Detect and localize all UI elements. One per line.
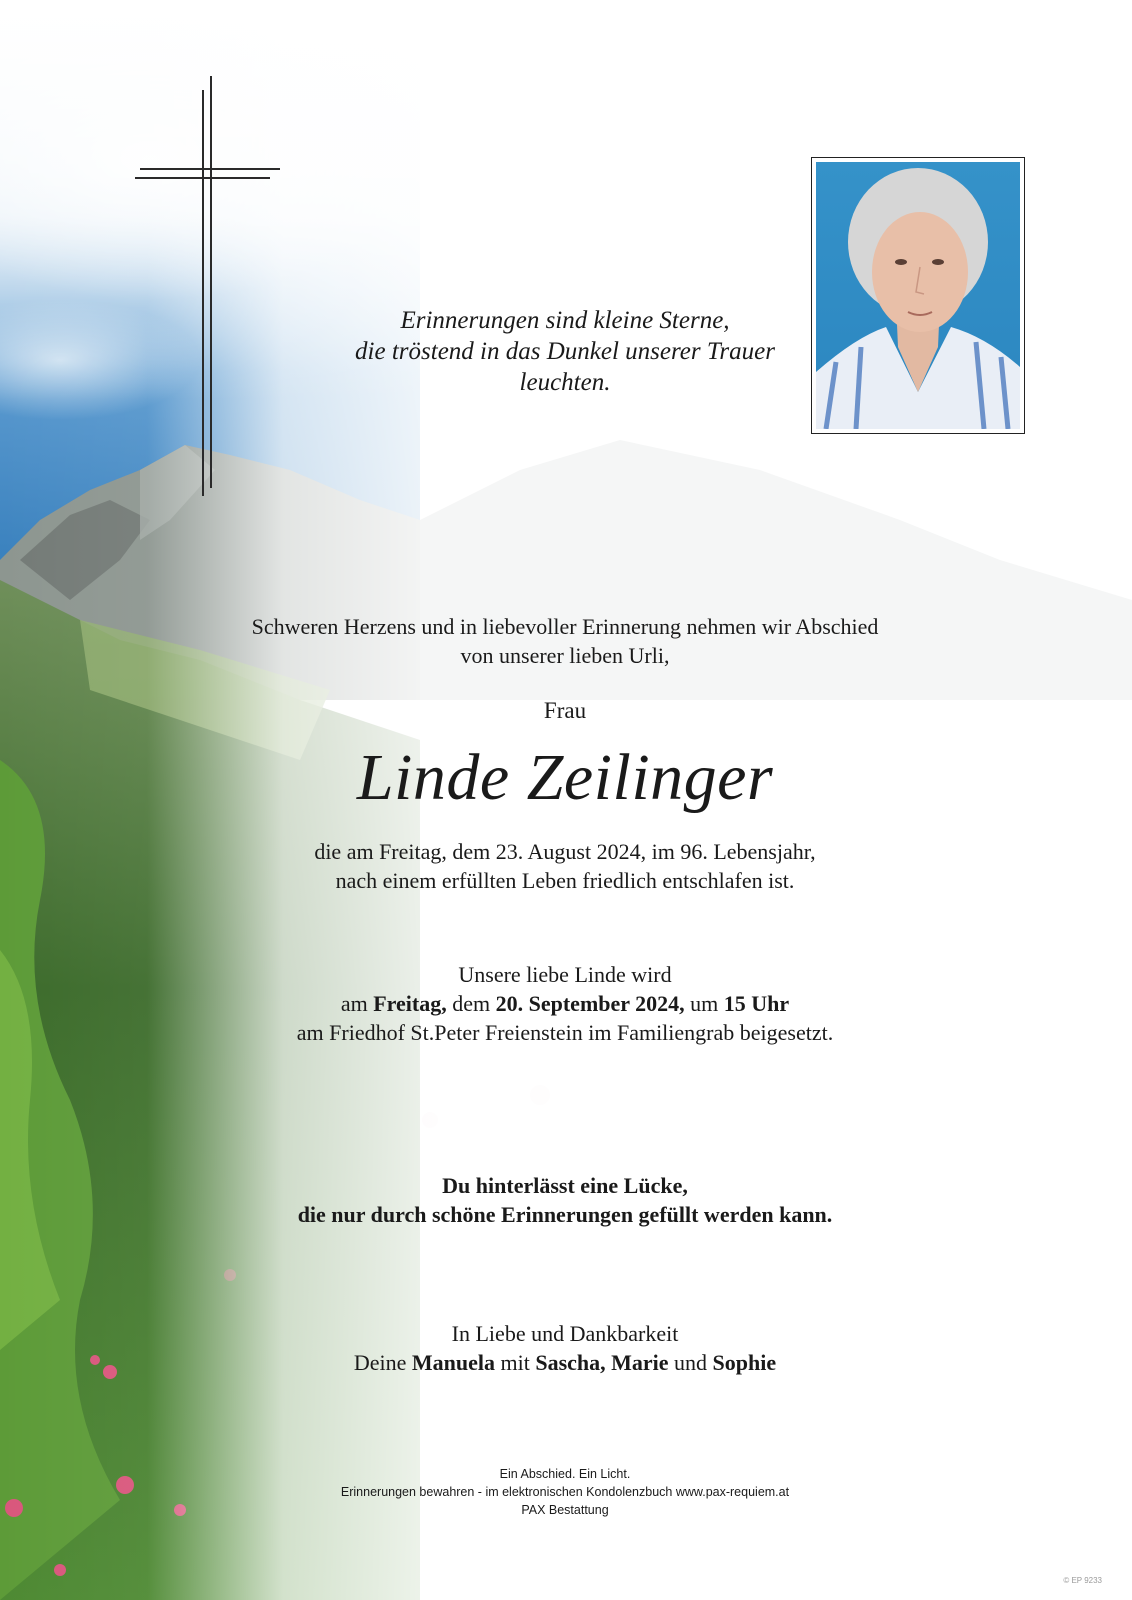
family-name: Manuela	[411, 1350, 495, 1375]
closing-verse	[140, 1171, 990, 1229]
funeral-prefix: am	[340, 991, 368, 1016]
funeral-line: Unsere liebe Linde wird	[458, 962, 672, 987]
announcement-intro	[140, 612, 990, 670]
family-conj: und	[674, 1350, 708, 1375]
death-statement	[140, 837, 990, 895]
death-line: nach einem erfüllten Leben friedlich entschlafen ist.	[335, 868, 795, 893]
family-names-line	[140, 1348, 990, 1377]
quote-line: leuchten.	[519, 369, 611, 396]
funeral-date: 20. September 2024,	[495, 991, 685, 1016]
closing-line: Du hinterlässt eine Lücke,	[442, 1173, 688, 1198]
closing-line: die nur durch schöne Erinnerungen gefüllt werden kann.	[297, 1202, 833, 1227]
funeral-mid2: um	[690, 991, 719, 1016]
funeral-location: am Friedhof St.Peter Freienstein im Familiengrab beigesetzt.	[296, 1020, 834, 1045]
intro-line: Schweren Herzens und in liebevoller Erinnerung nehmen wir Abschied	[251, 614, 879, 639]
cross-icon	[130, 76, 280, 496]
funeral-date-line	[140, 989, 990, 1018]
family-line: In Liebe und Dankbarkeit	[451, 1321, 679, 1346]
footer-company: PAX Bestattung	[521, 1503, 609, 1517]
footer	[140, 1465, 990, 1519]
quote-line: die tröstend in das Dunkel unserer Trauer	[355, 338, 775, 365]
family-signature	[140, 1319, 990, 1377]
portrait-photo	[811, 157, 1025, 434]
template-code: © EP 9233	[1063, 1576, 1102, 1585]
family-prefix: Deine	[353, 1350, 407, 1375]
footer-guestbook-link[interactable]: Erinnerungen bewahren - im elektronischen Kondolenzbuch www.pax-requiem.at	[340, 1485, 790, 1499]
family-name: Sophie	[712, 1350, 777, 1375]
funeral-weekday: Freitag,	[373, 991, 447, 1016]
intro-line: von unserer lieben Urli,	[460, 643, 670, 668]
deceased-name: Linde Zeilinger	[356, 741, 774, 814]
funeral-details	[140, 960, 990, 1047]
quote-line: Erinnerungen sind kleine Sterne,	[400, 307, 730, 334]
funeral-mid: dem	[452, 991, 491, 1016]
salutation: Frau	[543, 698, 587, 723]
funeral-time: 15 Uhr	[723, 991, 790, 1016]
memorial-quote	[330, 305, 800, 398]
death-line: die am Freitag, dem 23. August 2024, im 96. Lebensjahr,	[314, 839, 816, 864]
footer-tagline: Ein Abschied. Ein Licht.	[499, 1467, 631, 1481]
family-name: Sascha, Marie	[535, 1350, 669, 1375]
family-conj: mit	[500, 1350, 530, 1375]
